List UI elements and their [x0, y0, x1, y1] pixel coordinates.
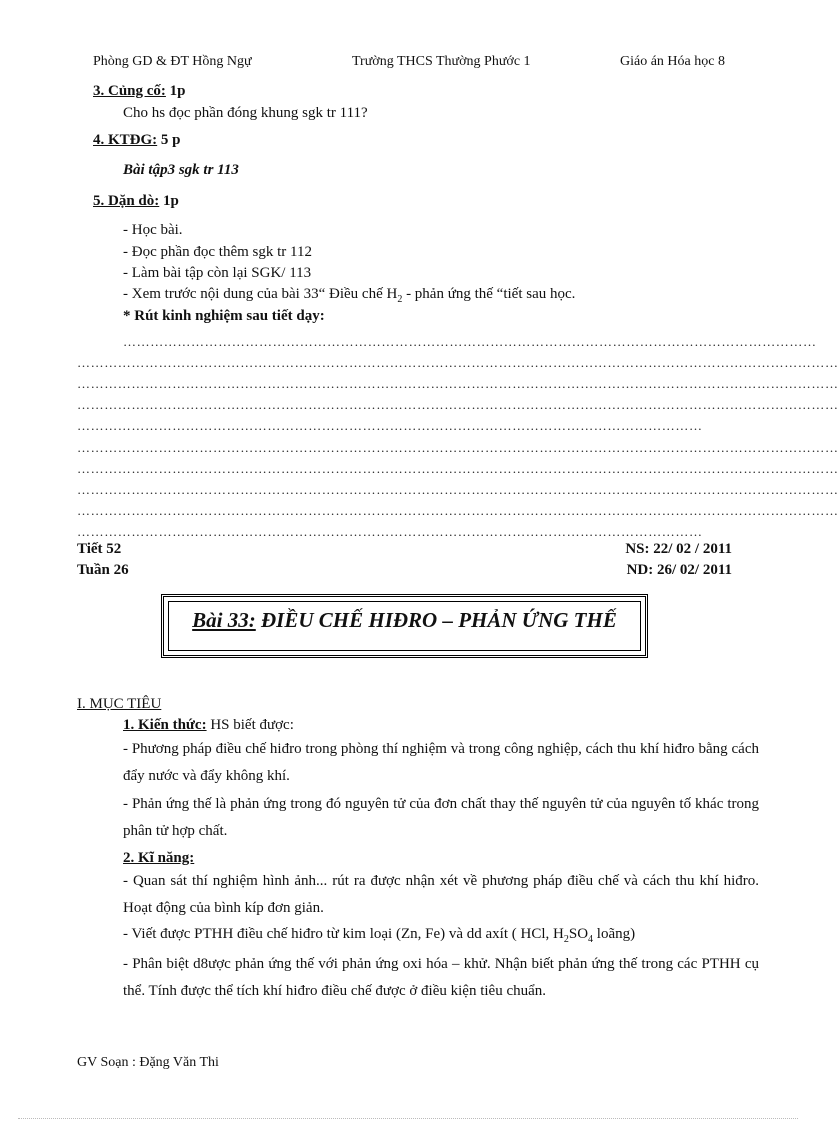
tuan-label: Tuần 26: [77, 562, 129, 578]
kienthuc-label: 1. Kiến thức:: [123, 717, 207, 733]
kinang-item-1: - Quan sát thí nghiệm hình ảnh... rút ra được nhận xét về phương pháp điều chế và cách thu khí hiđro. Hoạt động của bình kíp đơn giản.: [123, 873, 759, 916]
dotted-line: ……………………………………………………………………………………………………………………………………………………: [77, 355, 839, 370]
dotted-line: ……………………………………………………………………………………………………………………………………………………: [77, 461, 839, 476]
lesson-number: Bài 33:: [192, 608, 256, 632]
dando-heading: [93, 193, 179, 210]
kienthuc-item-2: - Phản ứng thế là phản ứng trong đó nguyên tử của đơn chất thay thế nguyên tử của nguyên tố khác trong phân tử hợp chất.: [123, 796, 759, 839]
dotted-line: …………………………………………………………………………………………………………………………: [77, 418, 703, 433]
footer-author: GV Soạn : Đặng Văn Thi: [77, 1055, 219, 1070]
dotted-line: ……………………………………………………………………………………………………………………………………………………: [77, 397, 839, 412]
dando-time: 1p: [163, 193, 179, 209]
cungco-time: 1p: [169, 83, 186, 99]
header-center: Trường THCS Thường Phước 1: [352, 54, 531, 69]
ktdg-label: 4. KTĐG:: [93, 132, 158, 148]
dando-item: - Làm bài tập còn lại SGK/ 113: [123, 265, 312, 281]
dando-label: 5. Dặn dò:: [93, 193, 160, 209]
dotted-line: ………………………………………………………………………………………………………………………………………: [123, 334, 817, 349]
ns-date: NS: 22/ 02 / 2011: [625, 541, 732, 557]
dotted-line: ……………………………………………………………………………………………………………………………………………………: [77, 482, 839, 497]
lesson-name: ĐIỀU CHẾ HIĐRO – PHẢN ỨNG THẾ: [255, 608, 617, 632]
dotted-line: ……………………………………………………………………………………………………………………………………………………: [77, 376, 839, 391]
kienthuc-line: [123, 717, 294, 734]
dando-item: - Học bài.: [123, 222, 183, 238]
muctieu-heading: I. MỤC TIÊU: [77, 696, 162, 712]
kienthuc-intro: HS biết được:: [206, 717, 294, 733]
dotted-line: …………………………………………………………………………………………………………………………: [77, 524, 703, 539]
lesson-title-box: [161, 594, 648, 658]
kinang-label: 2. Kĩ năng:: [123, 850, 195, 866]
header-left: Phòng GD & ĐT Hồng Ngự: [93, 54, 252, 69]
cungco-label: 3. Củng cố:: [93, 83, 166, 99]
lesson-title: [164, 608, 645, 633]
ktdg-time: 5 p: [160, 132, 181, 148]
kinang-item-3: - Phân biệt d8ược phản ứng thế với phản ứng oxi hóa – khử. Nhận biết phản ứng thế trong các PTHH cụ thể. Tính được thể tích khí hiđro điều chế được ở điều kiện tiêu chuẩn.: [123, 956, 759, 999]
page-bottom-border: [18, 1118, 798, 1119]
header-right: Giáo án Hóa học 8: [620, 54, 725, 69]
ktdg-text: Bài tập3 sgk tr 113: [123, 162, 239, 178]
nd-date: ND: 26/ 02/ 2011: [626, 562, 732, 578]
kienthuc-item-1: - Phương pháp điều chế hiđro trong phòng thí nghiệm và trong công nghiệp, cách thu khí hiđro bằng cách đẩy nước và đẩy không khí.: [123, 741, 759, 784]
dotted-line: ……………………………………………………………………………………………………………………………………………………: [77, 440, 839, 455]
dando-item-preview: - Xem trước nội dung của bài 33“ Điều chế $H_2$ - phản ứng thế “tiết sau học.: [123, 286, 576, 305]
tiet-label: Tiết 52: [77, 541, 122, 557]
cungco-heading: [93, 83, 186, 100]
dotted-line: ……………………………………………………………………………………………………………………………………………………: [77, 503, 839, 518]
ktdg-heading: [93, 132, 181, 149]
kinang-item-2: - Viết được PTHH điều chế hiđro từ kim loại (Zn, Fe) và dd axít ( HCl, $H_2SO_4$ loãng): [123, 926, 636, 945]
cungco-text: Cho hs đọc phần đóng khung sgk tr 111?: [123, 105, 368, 121]
rut-kinh-nghiem-label: * Rút kinh nghiệm sau tiết dạy:: [123, 308, 325, 324]
dando-item: - Đọc phần đọc thêm sgk tr 112: [123, 244, 312, 260]
